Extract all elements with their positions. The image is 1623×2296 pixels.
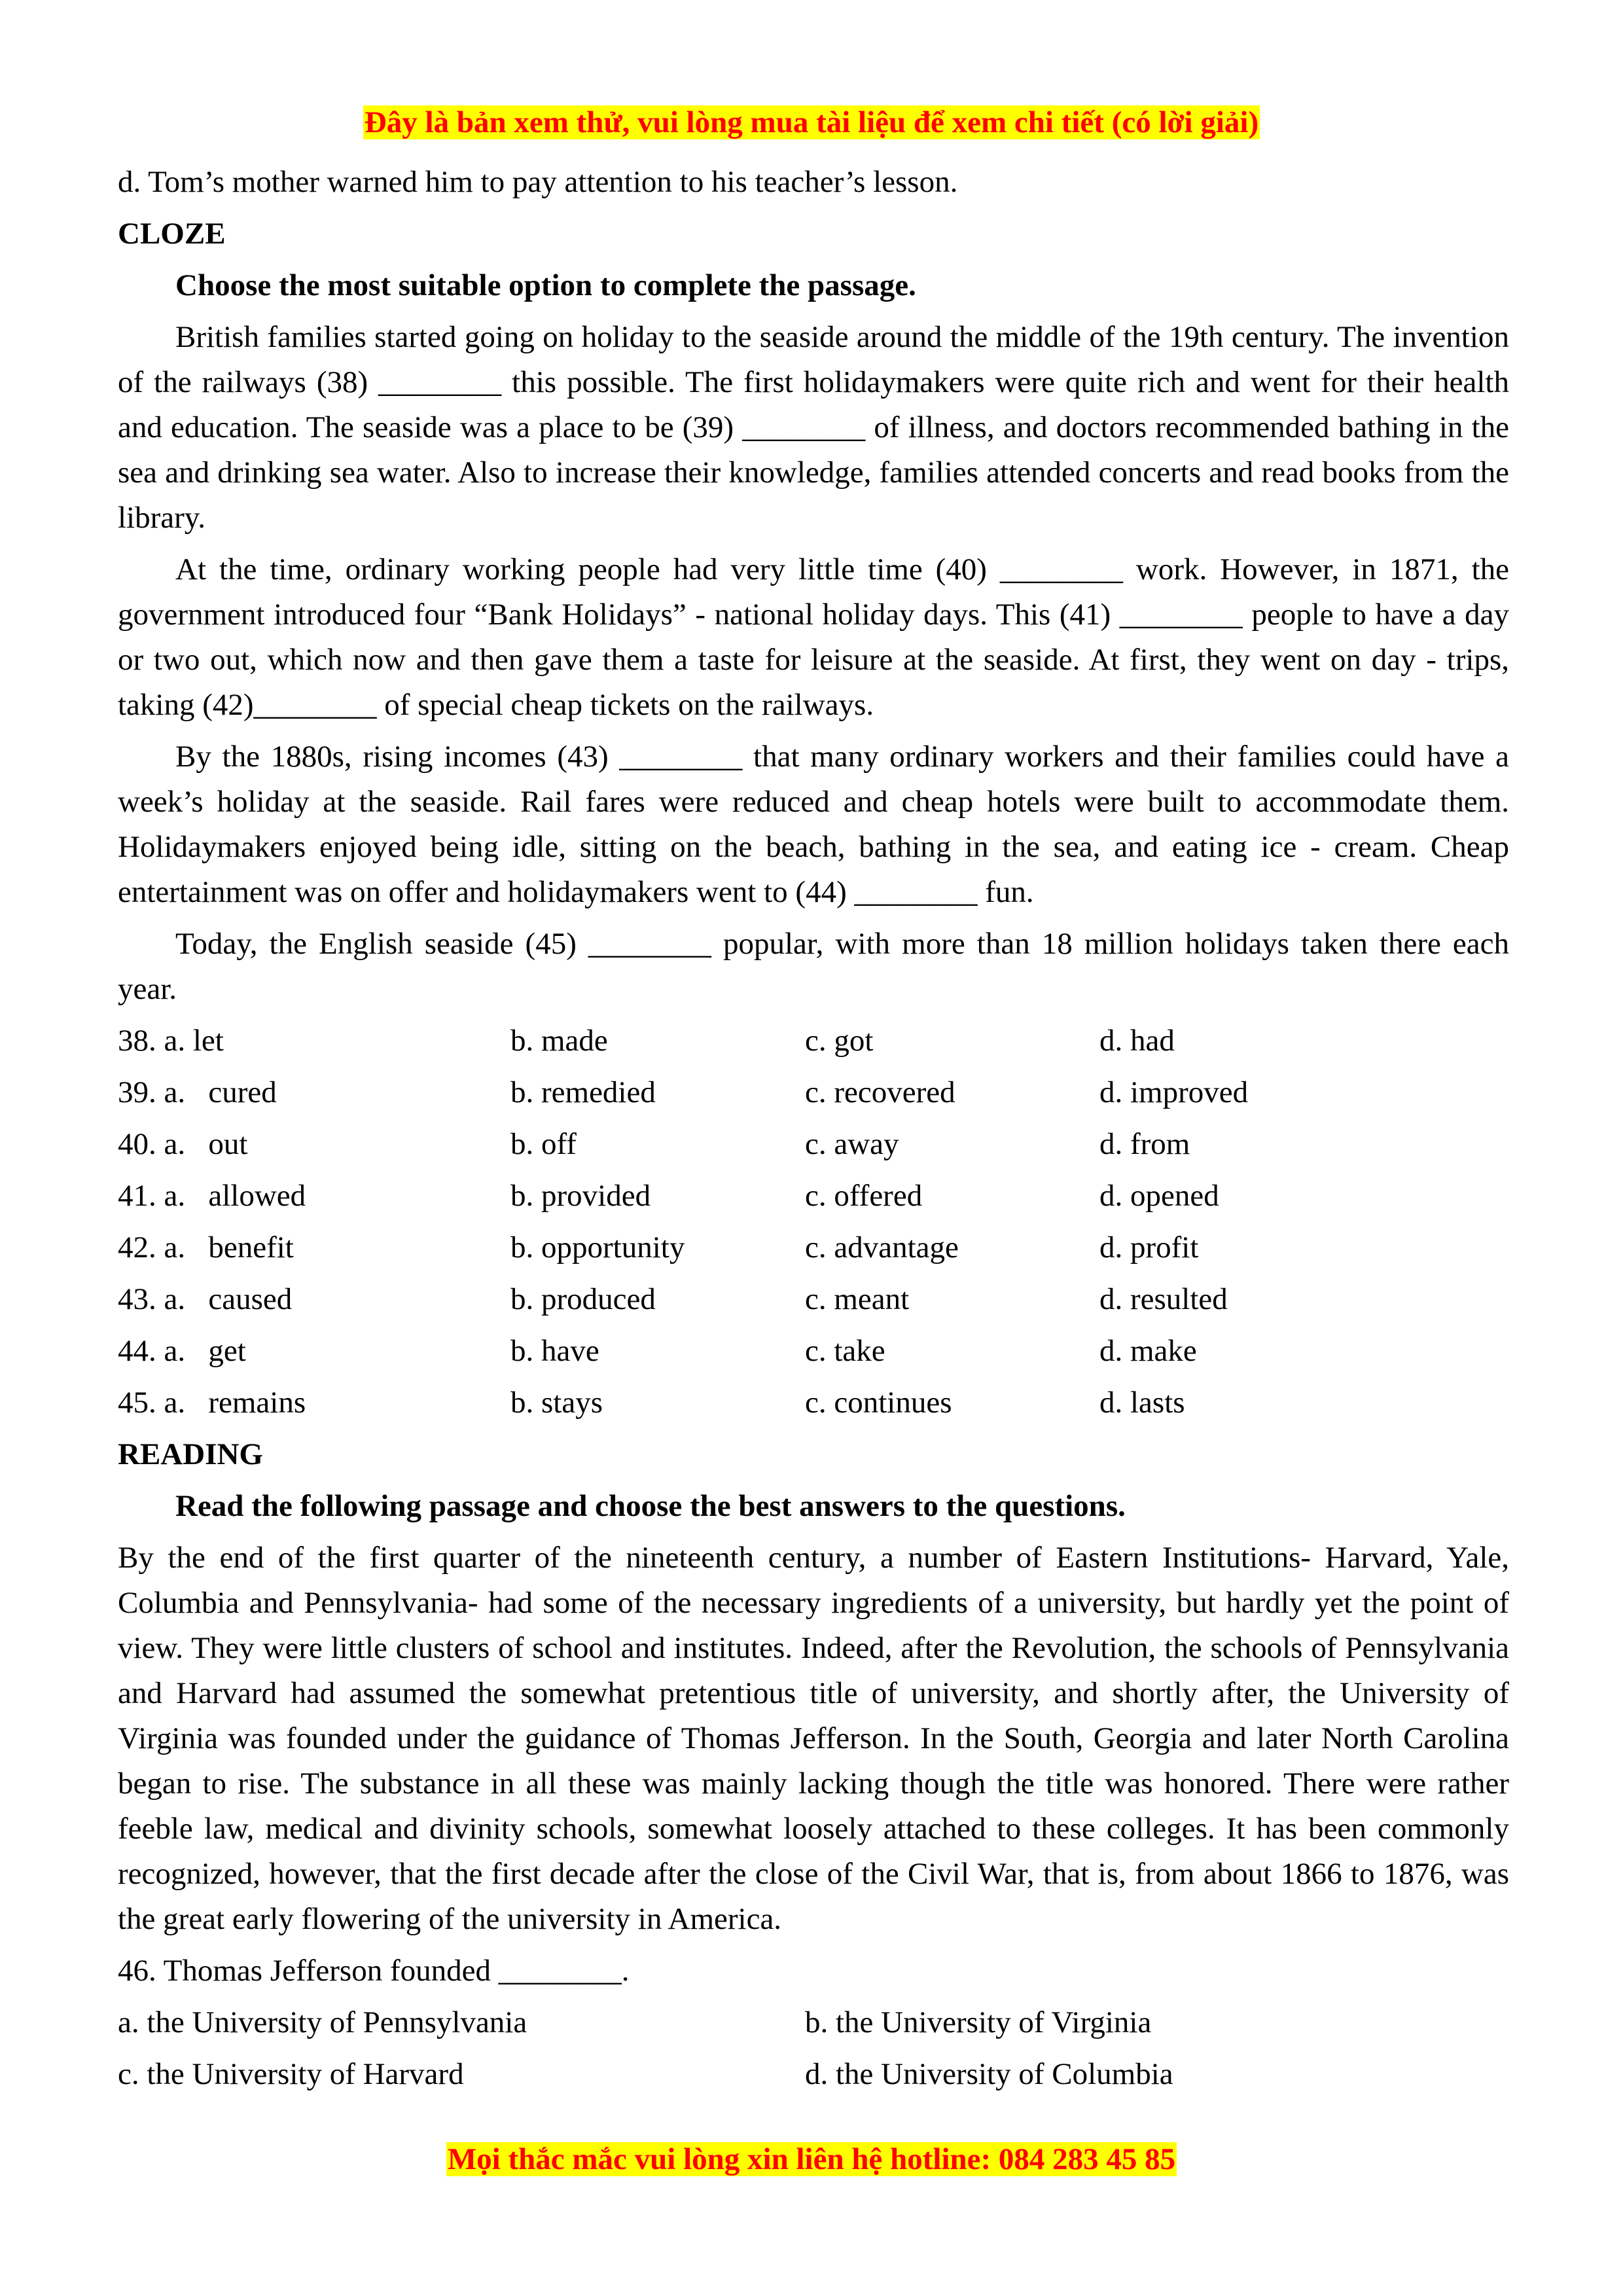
answer-row-1 (118, 2000, 1509, 2052)
option-b: b. made (510, 1024, 608, 1058)
option-row-43 (118, 1277, 1509, 1329)
option-b: b. remedied (510, 1075, 656, 1109)
option-d: d. from (1099, 1127, 1190, 1161)
cloze-paragraph-3: By the 1880s, rising incomes (43) ________ that many ordinary workers and their families could have a week’s holiday at the seaside. Rail fares were reduced and cheap hotels were built to accommodate them. Holidaymakers enjoyed being idle, sitting on the beach, bathing in the sea, and eating ice - cream. Cheap entertainment was on offer and holidaymakers went to (44) ________ fun. (118, 740, 1509, 909)
answer-b: b. the University of Virginia (805, 2005, 1152, 2039)
option-b: b. stays (510, 1386, 603, 1420)
cloze-instruction: Choose the most suitable option to complete the passage. (175, 268, 916, 302)
option-c: c. advantage (805, 1230, 959, 1265)
option-c: c. offered (805, 1179, 923, 1213)
option-d: d. profit (1099, 1230, 1199, 1265)
cloze-options-list (118, 1018, 1509, 1432)
hotline-banner (0, 2140, 1623, 2178)
option-a: 39. a. cured (118, 1075, 277, 1109)
option-a: 42. a. benefit (118, 1230, 294, 1265)
previous-answer-line: d. Tom’s mother warned him to pay attention to his teacher’s lesson. (118, 165, 958, 199)
option-row-42 (118, 1225, 1509, 1277)
cloze-paragraph-4: Today, the English seaside (45) ________ popular, with more than 18 million holidays taken there each year. (118, 927, 1509, 1006)
answer-d: d. the University of Columbia (805, 2057, 1173, 2091)
option-b: b. off (510, 1127, 577, 1161)
option-c: c. recovered (805, 1075, 955, 1109)
option-d: d. lasts (1099, 1386, 1185, 1420)
option-b: b. produced (510, 1282, 656, 1316)
hotline-text: Mọi thắc mắc vui lòng xin liên hệ hotline: 084 283 45 85 (447, 2142, 1176, 2176)
option-row-38 (118, 1018, 1509, 1070)
option-b: b. have (510, 1334, 599, 1368)
option-d: d. opened (1099, 1179, 1219, 1213)
reading-instruction: Read the following passage and choose the best answers to the questions. (175, 1489, 1126, 1523)
option-c: c. meant (805, 1282, 910, 1316)
option-b: b. provided (510, 1179, 651, 1213)
option-row-45 (118, 1380, 1509, 1432)
answer-c: c. the University of Harvard (118, 2057, 464, 2091)
option-row-44 (118, 1329, 1509, 1380)
cloze-paragraph-1: British families started going on holiday to the seaside around the middle of the 19th century. The invention of the railways (38) ________ this possible. The first holidaymakers were quite rich and went for their health and education. The seaside was a place to be (39) ________ of illness, and doctors recommended bathing in the sea and drinking sea water. Also to increase their knowledge, families attended concerts and read books from the library. (118, 320, 1509, 535)
option-a: 45. a. remains (118, 1386, 306, 1420)
option-c: c. away (805, 1127, 899, 1161)
option-d: d. make (1099, 1334, 1197, 1368)
option-a: 38. a. let (118, 1024, 224, 1058)
reading-passage: By the end of the first quarter of the nineteenth century, a number of Eastern Institutions- Harvard, Yale, Columbia and Pennsylvania- had some of the necessary ingredients of a university, but hardly yet the point of view. They were little clusters of school and institutes. Indeed, after the Revolution, the schools of Pennsylvania and Harvard had assumed the somewhat pretentious title of university, and shortly after, the University of Virginia was founded under the guidance of Thomas Jefferson. In the South, Georgia and later North Carolina began to rise. The substance in all these was mainly lacking though the title was honored. There were rather feeble law, medical and divinity schools, somewhat loosely attached to these colleges. It has been commonly recognized, however, that the first decade after the close of the Civil War, that is, from about 1866 to 1876, was the great early flowering of the university in America. (118, 1541, 1509, 1936)
option-d: d. resulted (1099, 1282, 1228, 1316)
option-row-39 (118, 1070, 1509, 1122)
cloze-heading: CLOZE (118, 217, 226, 251)
cloze-paragraph-2: At the time, ordinary working people had very little time (40) ________ work. However, in 1871, the government introduced four “Bank Holidays” - national holiday days. This (41) ________ people to have a day or two out, which now and then gave them a taste for leisure at the seaside. At first, they went on day - trips, taking (42)________ of special cheap tickets on the railways. (118, 552, 1509, 722)
preview-notice-banner (0, 103, 1623, 141)
option-row-41 (118, 1174, 1509, 1225)
option-b: b. opportunity (510, 1230, 685, 1265)
option-d: d. improved (1099, 1075, 1249, 1109)
reading-heading: READING (118, 1437, 263, 1471)
answer-row-2 (118, 2052, 1509, 2104)
option-d: d. had (1099, 1024, 1175, 1058)
preview-notice-text: Đây là bản xem thử, vui lòng mua tài liệu để xem chi tiết (có lời giải) (364, 105, 1259, 139)
answer-a: a. the University of Pennsylvania (118, 2005, 527, 2039)
option-a: 40. a. out (118, 1127, 248, 1161)
option-c: c. take (805, 1334, 885, 1368)
option-c: c. continues (805, 1386, 952, 1420)
page-content (118, 160, 1509, 2104)
option-c: c. got (805, 1024, 874, 1058)
option-a: 41. a. allowed (118, 1179, 306, 1213)
question-46: 46. Thomas Jefferson founded ________. (118, 1954, 630, 1988)
option-row-40 (118, 1122, 1509, 1174)
option-a: 44. a. get (118, 1334, 246, 1368)
option-a: 43. a. caused (118, 1282, 293, 1316)
